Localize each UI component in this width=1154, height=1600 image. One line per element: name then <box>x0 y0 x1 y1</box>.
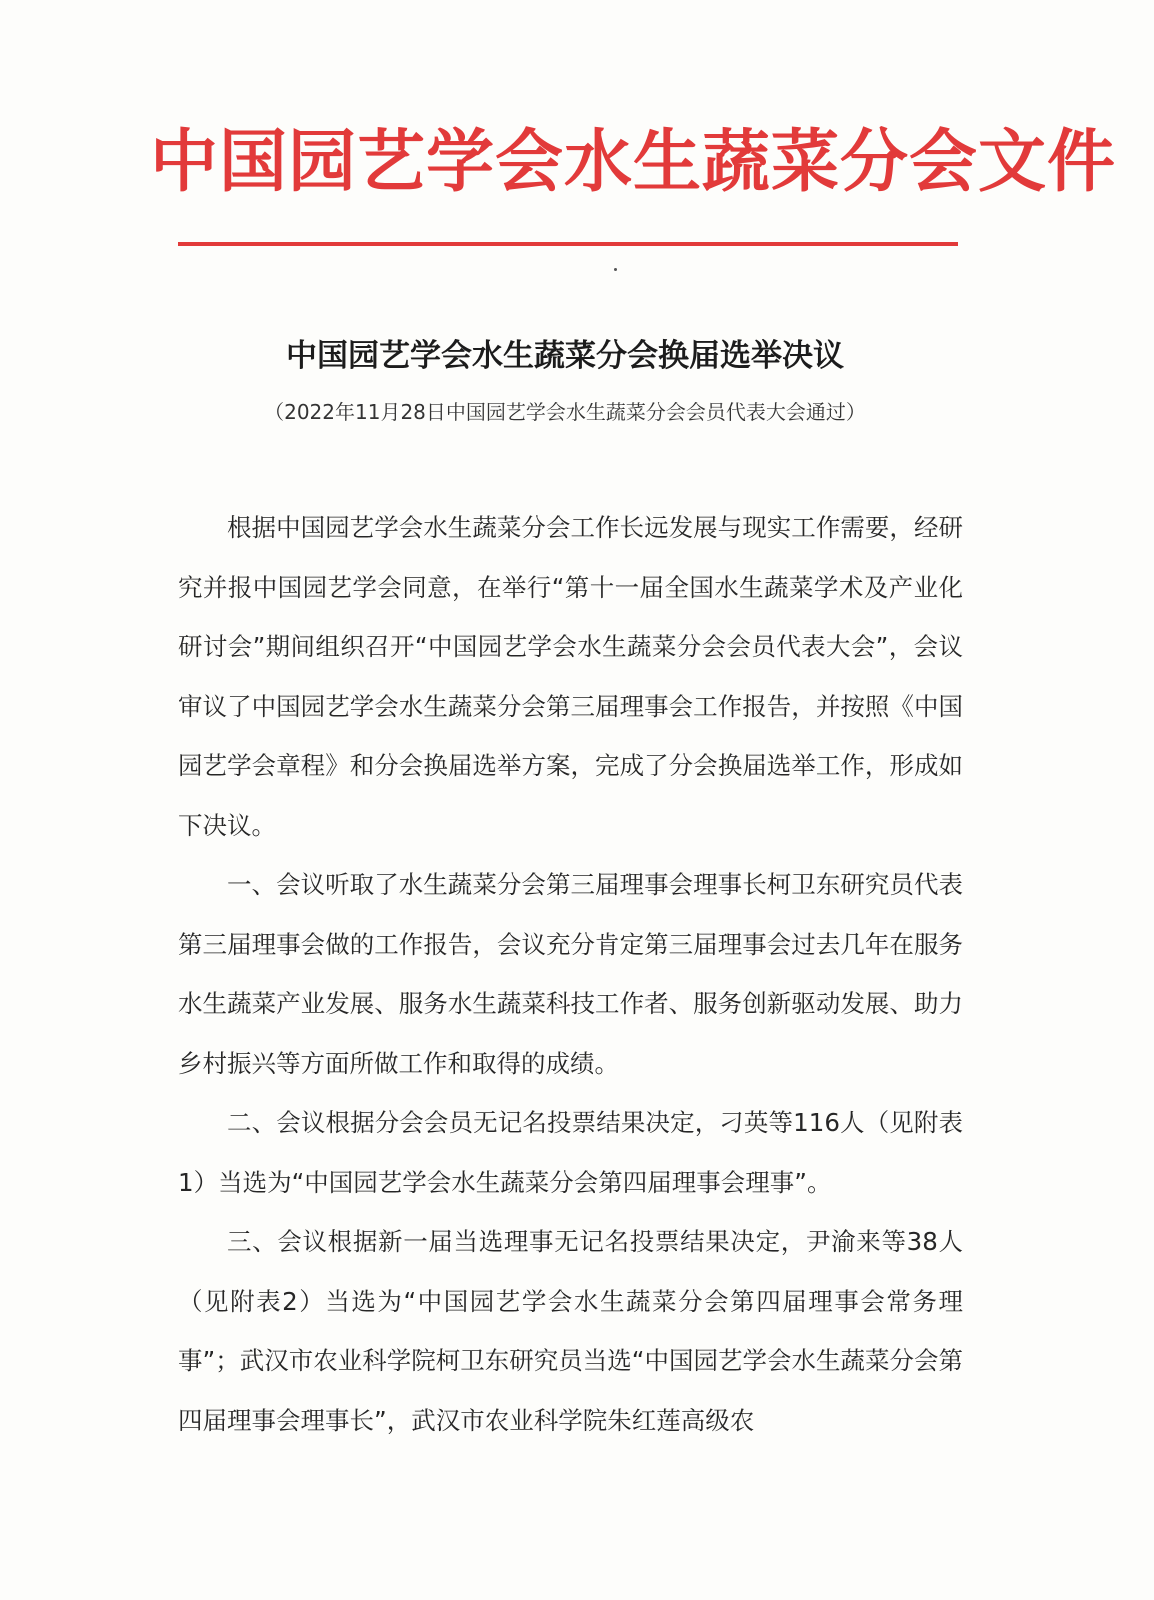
document-subtitle: （2022年11月28日中国园艺学会水生蔬菜分会会员代表大会通过） <box>264 400 866 424</box>
document-title: 中国园艺学会水生蔬菜分会换届选举决议 <box>286 338 844 374</box>
body-paragraph-3: 三、会议根据新一届当选理事无记名投票结果决定，尹渝来等38人（见附表2）当选为“中国园艺学会水生蔬菜分会第四届理事会常务理事”；武汉市农业科学院柯卫东研究员当选“中国园艺学会水生蔬菜分会第四届理事会理事长”，武汉市农业科学院朱红莲高级农 <box>178 1227 963 1435</box>
document-body <box>178 498 963 1450</box>
scan-mark <box>614 268 617 271</box>
letterhead-red-rule <box>178 242 958 246</box>
letterhead-title: 中国园艺学会水生蔬菜分会文件 <box>150 123 1117 202</box>
body-paragraph-1: 一、会议听取了水生蔬菜分会第三届理事会理事长柯卫东研究员代表第三届理事会做的工作报告，会议充分肯定第三届理事会过去几年在服务水生蔬菜产业发展、服务水生蔬菜科技工作者、服务创新驱动发展、助力乡村振兴等方面所做工作和取得的成绩。 <box>178 870 963 1078</box>
body-paragraph-intro: 根据中国园艺学会水生蔬菜分会工作长远发展与现实工作需要，经研究并报中国园艺学会同意，在举行“第十一届全国水生蔬菜学术及产业化研讨会”期间组织召开“中国园艺学会水生蔬菜分会会员代表大会”，会议审议了中国园艺学会水生蔬菜分会第三届理事会工作报告，并按照《中国园艺学会章程》和分会换届选举方案，完成了分会换届选举工作，形成如下决议。 <box>178 513 963 840</box>
body-paragraph-2: 二、会议根据分会会员无记名投票结果决定，刁英等116人（见附表1）当选为“中国园艺学会水生蔬菜分会第四届理事会理事”。 <box>178 1108 963 1197</box>
